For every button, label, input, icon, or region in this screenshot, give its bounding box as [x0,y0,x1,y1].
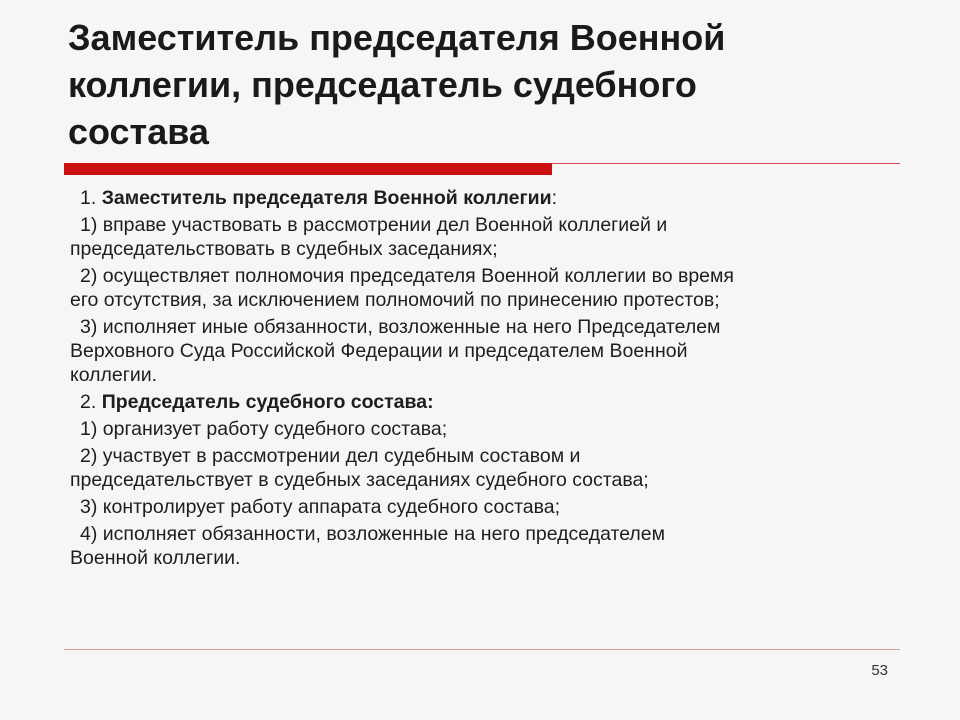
list-item-line: Верховного Суда Российской Федерации и председателем Военной [70,340,688,362]
page-number: 53 [871,662,888,679]
list-item-line: 1) организует работу судебного состава; [80,418,448,440]
section-number: 1. [80,187,97,209]
title-line: состава [68,111,209,152]
list-item-line: председательствовать в судебных заседаниях; [70,238,498,260]
list-item-line: 1) вправе участвовать в рассмотрении дел Военной коллегией и [80,214,668,236]
section-heading-2 [70,390,890,414]
list-item-line: 3) исполняет иные обязанности, возложенные на него Председателем [80,316,721,338]
title-line: коллегии, председатель судебного [68,64,697,105]
slide-body [70,186,890,573]
section-heading-text: Председатель судебного состава: [101,391,434,413]
section-heading-suffix: : [551,187,557,209]
list-item-line: председательствует в судебных заседаниях судебного состава; [70,469,649,491]
title-divider-accent [64,163,552,175]
list-item [70,522,890,570]
list-item-line: 4) исполняет обязанности, возложенные на него председателем [80,523,666,545]
section-heading-1 [70,186,890,210]
list-item-line: Военной коллегии. [70,547,241,569]
list-item-line: его отсутствия, за исключением полномочий по принесению протестов; [70,289,720,311]
list-item [70,213,890,261]
title-line: Заместитель председателя Военной [68,17,726,58]
list-item [70,444,890,492]
section-heading-text: Заместитель председателя Военной коллегии [101,187,552,209]
list-item [70,264,890,312]
list-item [70,495,890,519]
list-item [70,417,890,441]
footer-divider [64,649,900,650]
list-item-line: коллегии. [70,364,158,386]
list-item [70,315,890,387]
list-item-line: 3) контролирует работу аппарата судебного состава; [80,496,561,518]
list-item-line: 2) осуществляет полномочия председателя Военной коллегии во время [80,265,734,287]
list-item-line: 2) участвует в рассмотрении дел судебным составом и [80,445,581,467]
section-number: 2. [80,391,97,413]
slide-title [68,14,868,155]
